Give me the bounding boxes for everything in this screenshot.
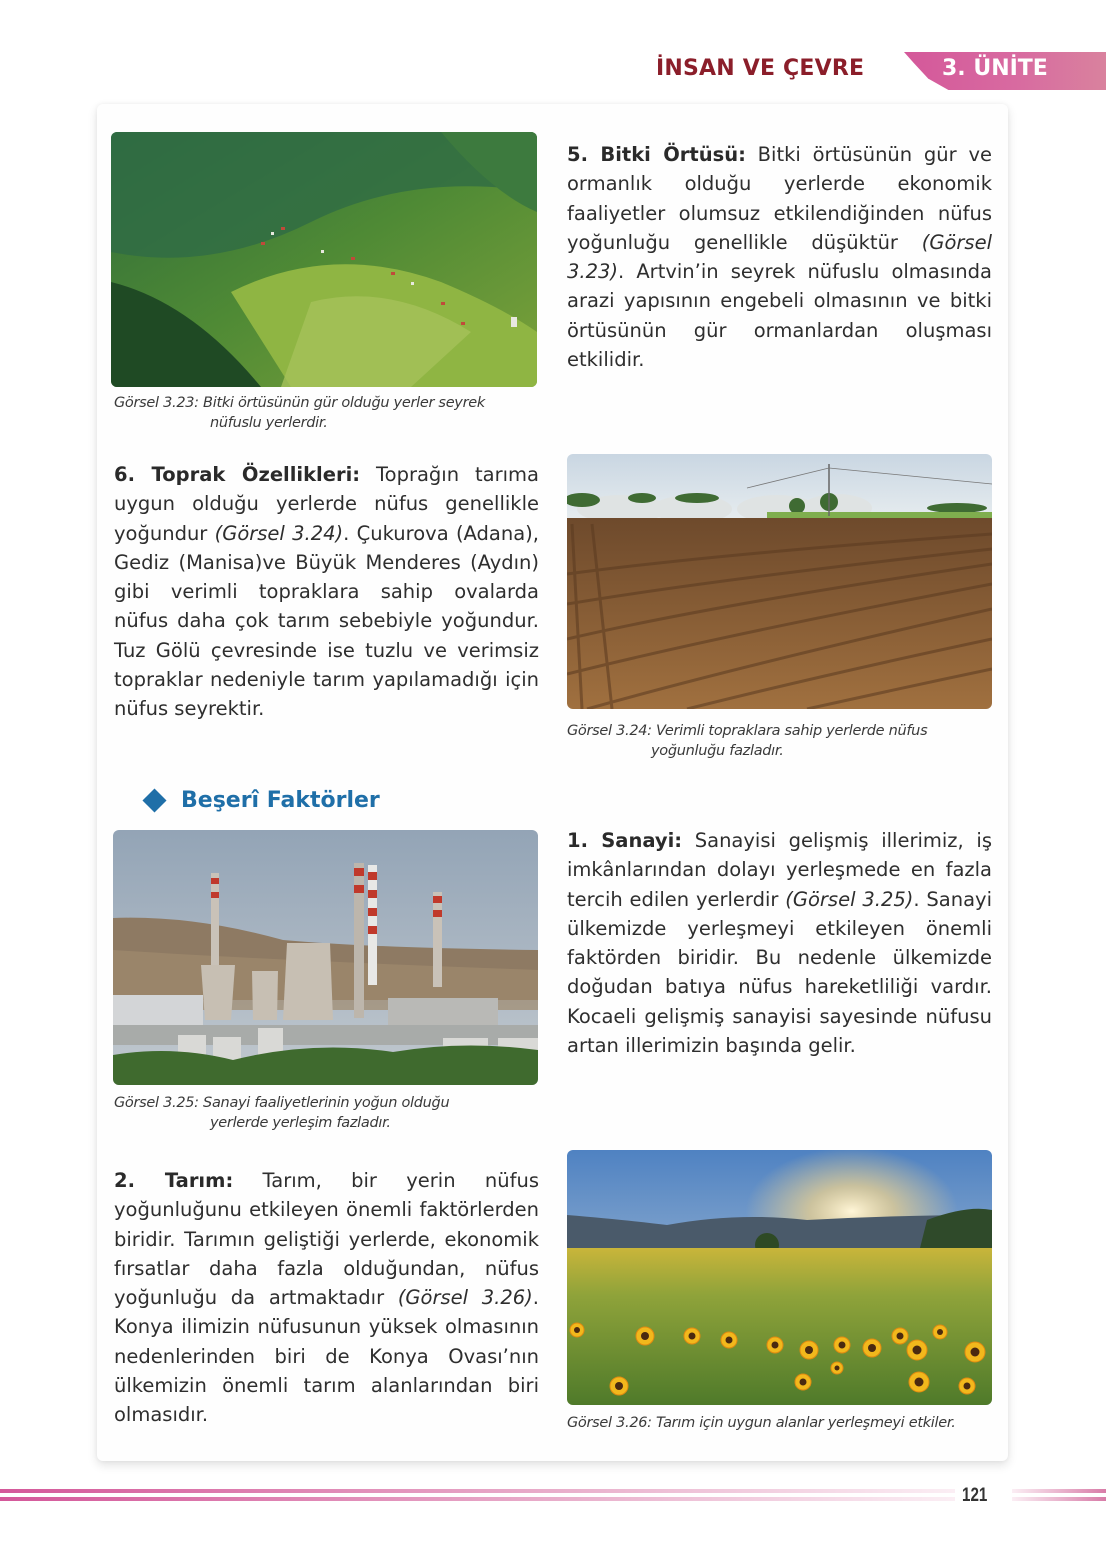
figure-reference: (Görsel 3.26) (397, 1286, 533, 1310)
figure-caption-3-25 (114, 1093, 449, 1133)
paragraph-heading: 6. Toprak Özellikleri: (114, 463, 361, 486)
figure-caption-3-24 (567, 721, 927, 761)
diamond-bullet-icon (142, 788, 166, 812)
paragraph-toprak (114, 460, 539, 724)
paragraph-text: . Sanayi ülkemizde yerleşmeyi etkileyen önemli faktörden biridir. Bu nedenle ülkemizde doğudan batıya nüfus hareketliliği vardır. Kocaeli gelişmiş sanayisi sayesinde nüfusu artan illerimizin başında gelir. (567, 887, 992, 1058)
figure-reference: (Görsel 3.23) (567, 230, 992, 284)
figure-reference: (Görsel 3.24) (214, 521, 344, 545)
paragraph-text: . Konya ilimizin nüfusunun yüksek olmasının nedenlerinden biri de Konya Ovası’nın ülkemizin önemli tarım alanlarından biri olmasıdır. (114, 1286, 539, 1427)
section-heading-label: Beşerî Faktörler (181, 788, 380, 813)
photo-forest-hills (111, 132, 537, 387)
caption-line-1: Görsel 3.26: Tarım için uygun alanlar yerleşmeyi etkiler. (567, 1415, 956, 1431)
paragraph-text: Bitki örtüsünün gür ve ormanlık olduğu yerlerde ekonomik faaliyetler olumsuz etkilendiğinden nüfus yoğunluğu genellikle düşüktür (567, 143, 992, 254)
paragraph-text: . Çukurova (Adana), Gediz (Manisa)ve Büyük Menderes (Aydın) gibi verimli topraklara sahip ovalarda nüfus daha çok tarım sebebiyle yoğundur. Tuz Gölü çevresinde ise tuzlu ve verimsiz topraklar nedeniyle tarım yapılamadığı için nüfus seyrektir. (114, 521, 539, 721)
section-heading-beseri (140, 788, 380, 813)
paragraph-text: Toprağın tarıma uygun olduğu yerlerde nüfus genellikle yoğundur (114, 463, 540, 545)
photo-plowed-field (567, 454, 992, 709)
footer-bar-right-top (1012, 1489, 1106, 1493)
footer-bar-right-bottom (1012, 1497, 1106, 1501)
page-number: 121 (962, 1485, 988, 1506)
caption-line-2: nüfuslu yerlerdir. (210, 415, 328, 431)
caption-line-2: yerlerde yerleşim fazladır. (210, 1115, 391, 1131)
caption-line-1: Görsel 3.25: Sanayi faaliyetlerinin yoğun olduğu (114, 1095, 450, 1111)
footer-bar-top (0, 1489, 955, 1493)
figure-caption-3-23 (114, 393, 485, 433)
paragraph-tarim (114, 1166, 539, 1430)
figure-reference: (Görsel 3.25) (785, 887, 914, 911)
paragraph-bitki-ortusu (567, 140, 992, 374)
paragraph-text: . Artvin’in seyrek nüfuslu olmasında arazi yapısının engebeli olmasının ve bitki örtüsünün gür ormanlardan oluşması etkilidir. (567, 260, 992, 372)
paragraph-heading: 5. Bitki Örtüsü: (567, 143, 746, 166)
paragraph-text: Tarım, bir yerin nüfus yoğunluğunu etkileyen önemli faktörlerden biridir. Tarımın geliştiği yerlerde, ekonomik fırsatlar daha fazla olduğundan, nüfus yoğunluğu da artmaktadır (114, 1169, 539, 1310)
caption-line-2: yoğunluğu fazladır. (651, 743, 784, 759)
caption-line-1: Görsel 3.23: Bitki örtüsünün gür olduğu yerler seyrek (114, 395, 485, 411)
footer-bar-bottom (0, 1497, 955, 1501)
photo-sunflower-field (567, 1150, 992, 1405)
figure-caption-3-26 (567, 1413, 956, 1433)
chapter-title: İNSAN VE ÇEVRE (656, 56, 865, 81)
paragraph-heading: 1. Sanayi: (567, 829, 683, 852)
paragraph-sanayi (567, 826, 992, 1060)
paragraph-text: Sanayisi gelişmiş illerimiz, iş imkânlarından dolayı yerleşmede en fazla tercih edilen yerlerdir (567, 829, 992, 911)
photo-power-plant (113, 830, 538, 1085)
caption-line-1: Görsel 3.24: Verimli topraklara sahip yerlerde nüfus (567, 723, 928, 739)
unit-label: 3. ÜNİTE (942, 56, 1048, 81)
paragraph-heading: 2. Tarım: (114, 1169, 234, 1192)
